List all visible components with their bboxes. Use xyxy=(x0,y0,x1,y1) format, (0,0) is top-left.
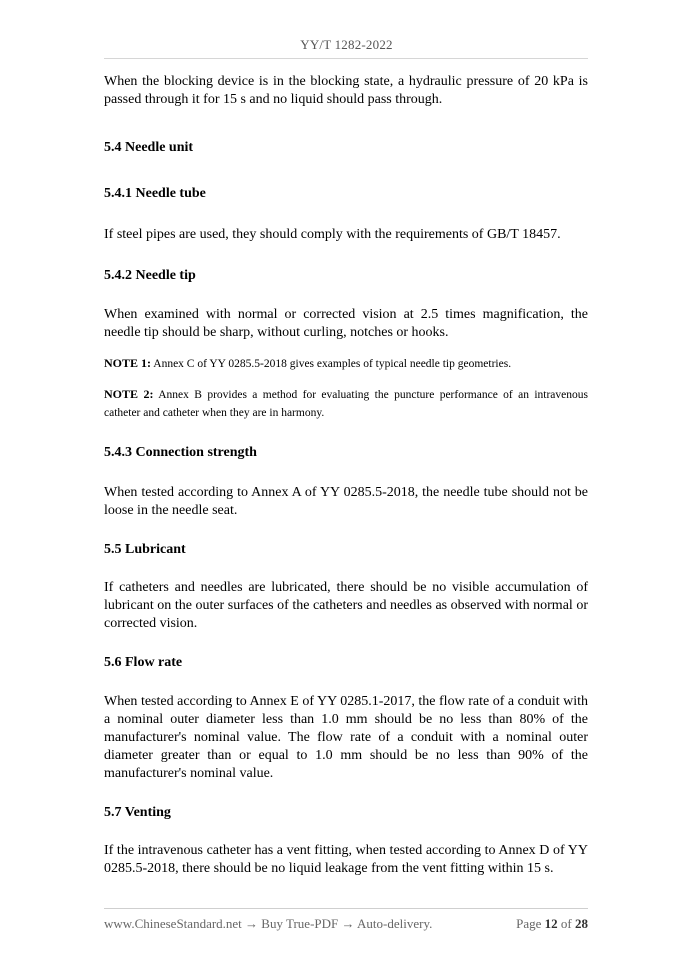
paragraph-needle-tip: When examined with normal or corrected vision at 2.5 times magnification, the needle tip should be sharp, without curling, notches or hooks. xyxy=(104,307,588,340)
page-number xyxy=(516,916,588,932)
note-2 xyxy=(104,385,588,423)
current-page: 12 xyxy=(544,916,558,931)
paragraph-flow-rate: When tested according to Annex E of YY 0285.1-2017, the flow rate of a conduit with a nominal outer diameter less than 1.0 mm should be no less than 80% of the manufacturer's nominal value. The flow rate of a conduit with a nominal outer diameter greater than or equal to 1.0 mm should be no less than 90% of the manufacturer's nominal value. xyxy=(104,693,588,781)
header-divider xyxy=(104,58,588,59)
total-pages: 28 xyxy=(575,916,588,931)
note-2-label: NOTE 2: xyxy=(104,386,154,401)
heading-5-5: 5.5 Lubricant xyxy=(104,541,186,557)
paragraph-venting: If the intravenous catheter has a vent fitting, when tested according to Annex D of YY 0285.5-2018, there should be no liquid leakage from the vent fitting within 15 s. xyxy=(104,842,588,876)
running-header: YY/T 1282-2022 xyxy=(300,37,393,52)
heading-5-4-1: 5.4.1 Needle tube xyxy=(104,186,206,201)
note-1-label: NOTE 1: xyxy=(104,356,152,370)
heading-5-4-3: 5.4.3 Connection strength xyxy=(104,444,257,460)
note-1 xyxy=(104,354,588,374)
heading-5-4: 5.4 Needle unit xyxy=(104,140,194,155)
arrow-right-icon: → xyxy=(341,916,355,931)
paragraph-lubricant: If catheters and needles are lubricated, there should be no visible accumulation of lubricant on the outer surfaces of the catheters and needles as observed with normal or corrected vision. xyxy=(104,579,588,631)
auto-delivery-text: Auto-delivery. xyxy=(357,916,433,931)
footer-promo xyxy=(104,916,432,932)
heading-5-4-2: 5.4.2 Needle tip xyxy=(104,268,196,283)
paragraph-needle-tube: If steel pipes are used, they should comply with the requirements of GB/T 18457. xyxy=(104,227,561,242)
note-2-text: Annex B provides a method for evaluating the puncture performance of an intravenous catheter and catheter when they are in harmony. xyxy=(104,388,588,419)
website-link[interactable]: www.ChineseStandard.net xyxy=(104,916,242,931)
note-1-text: Annex C of YY 0285.5-2018 gives examples of typical needle tip geometries. xyxy=(153,358,512,370)
paragraph-connection-strength: When tested according to Annex A of YY 0285.5-2018, the needle tube should not be loose in the needle seat. xyxy=(104,484,588,518)
arrow-right-icon: → xyxy=(245,916,259,931)
page-label: Page xyxy=(516,916,542,931)
heading-5-7: 5.7 Venting xyxy=(104,804,171,820)
heading-5-6: 5.6 Flow rate xyxy=(104,654,183,670)
page-content xyxy=(104,73,588,878)
footer-divider xyxy=(104,908,588,909)
buy-pdf-text: Buy True-PDF xyxy=(261,916,339,931)
paragraph-blocking-test: When the blocking device is in the blocking state, a hydraulic pressure of 20 kPa is passed through it for 15 s and no liquid should pass through. xyxy=(104,74,588,107)
of-label: of xyxy=(560,916,572,931)
